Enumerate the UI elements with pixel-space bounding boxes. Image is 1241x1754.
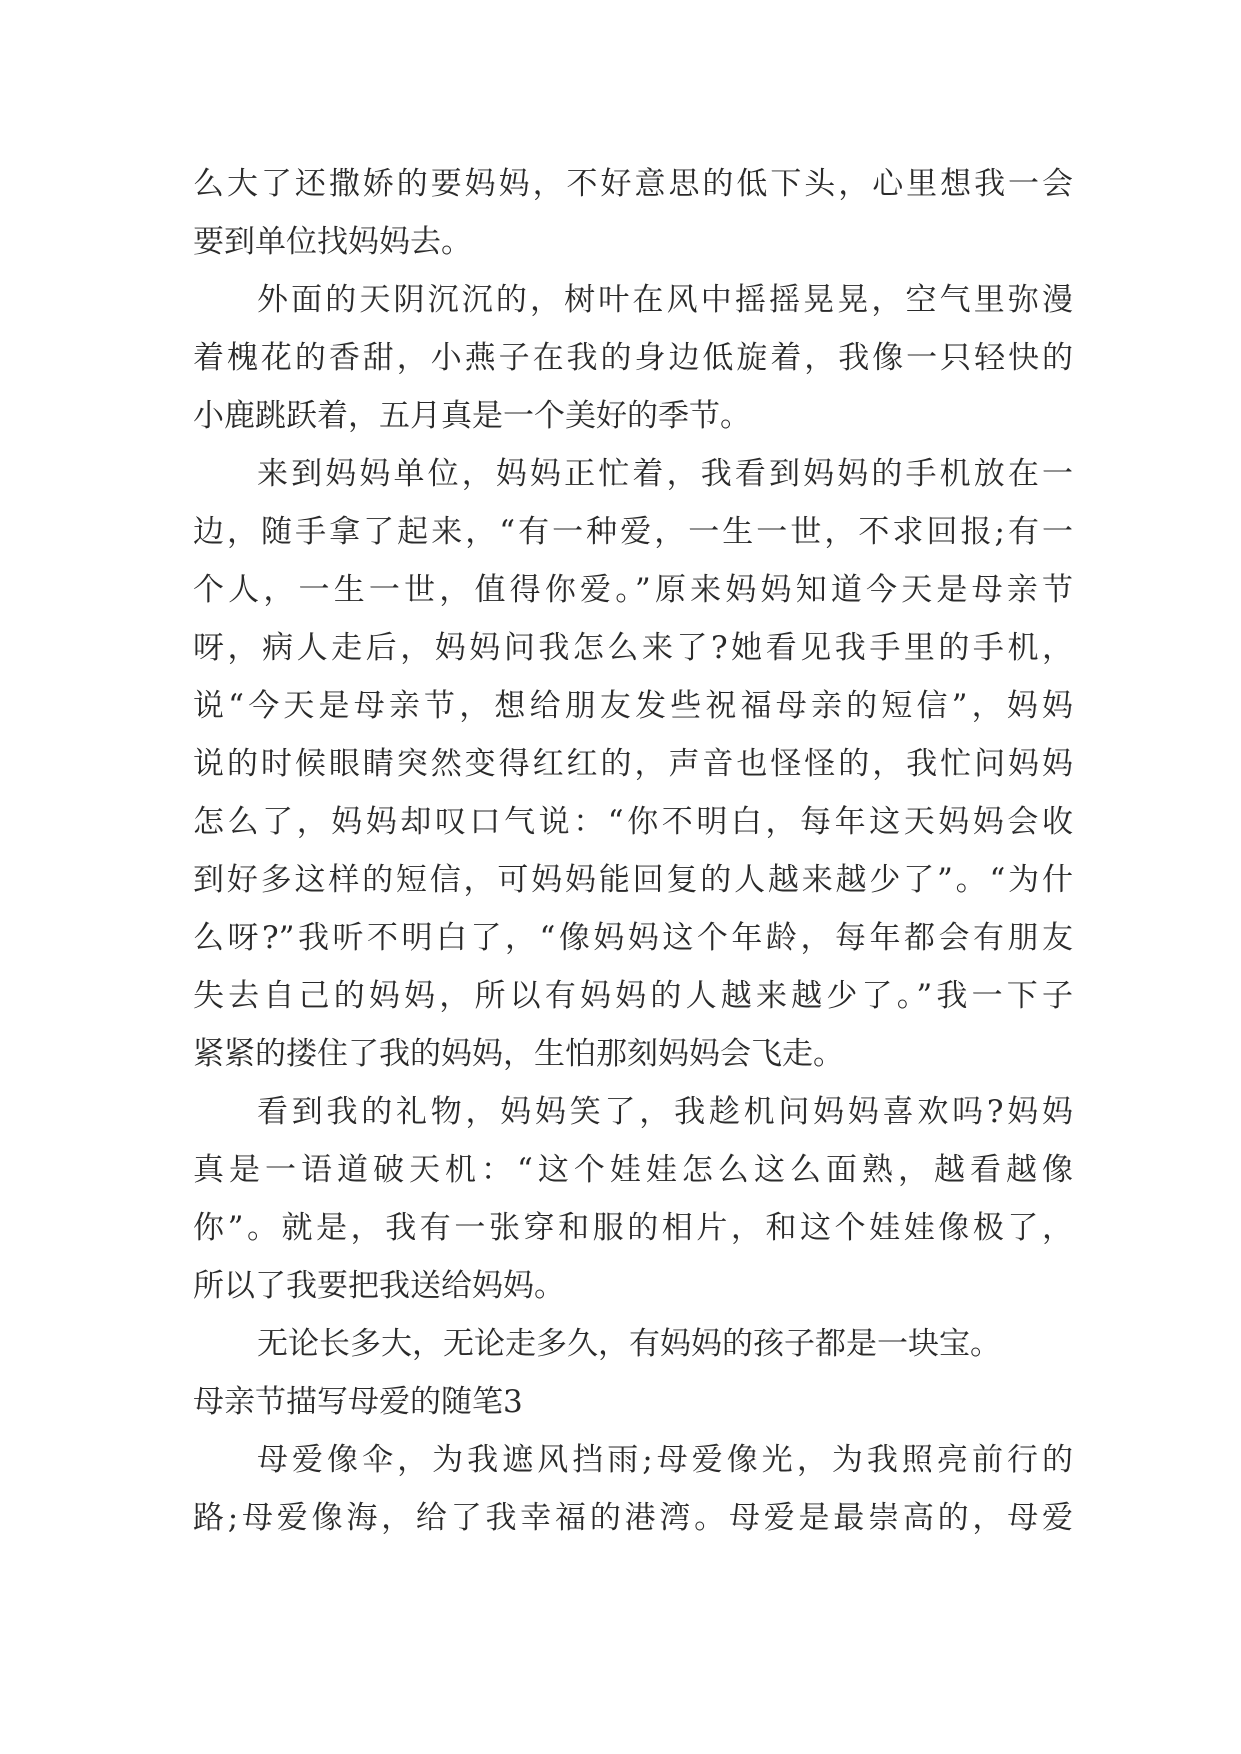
text-line: 怎么了，妈妈却叹口气说：“你不明白，每年这天妈妈会收 xyxy=(193,804,1073,840)
text-line: 呀，病人走后，妈妈问我怎么来了?她看见我手里的手机， xyxy=(193,630,1073,666)
text-line: 说的时候眼睛突然变得红红的，声音也怪怪的，我忙问妈妈 xyxy=(193,746,1073,782)
text-line: 到好多这样的短信，可妈妈能回复的人越来越少了”。“为什 xyxy=(193,862,1073,898)
document-body xyxy=(193,155,1073,1547)
text-line: 么大了还撒娇的要妈妈，不好意思的低下头，心里想我一会 xyxy=(193,166,1073,202)
text-line: 个人，一生一世，值得你爱。”原来妈妈知道今天是母亲节 xyxy=(193,572,1073,608)
text-line: 么呀?”我听不明白了，“像妈妈这个年龄，每年都会有朋友 xyxy=(193,920,1073,956)
text-line: 真是一语道破天机：“这个娃娃怎么这么面熟，越看越像 xyxy=(193,1152,1073,1188)
text-line: 边，随手拿了起来，“有一种爱，一生一世，不求回报;有一 xyxy=(193,514,1073,550)
text-line: 紧紧的搂住了我的妈妈，生怕那刻妈妈会飞走。 xyxy=(193,1036,844,1072)
text-line: 外面的天阴沉沉的，树叶在风中摇摇晃晃，空气里弥漫 xyxy=(257,282,1073,318)
text-line: 你”。就是，我有一张穿和服的相片，和这个娃娃像极了， xyxy=(193,1210,1073,1246)
text-line: 小鹿跳跃着，五月真是一个美好的季节。 xyxy=(193,398,751,434)
text-line: 所以了我要把我送给妈妈。 xyxy=(193,1268,565,1304)
text-line: 路;母爱像海，给了我幸福的港湾。母爱是最崇高的，母爱 xyxy=(193,1500,1073,1536)
text-line: 无论长多大，无论走多久，有妈妈的孩子都是一块宝。 xyxy=(257,1326,1001,1362)
text-line: 失去自己的妈妈，所以有妈妈的人越来越少了。”我一下子 xyxy=(193,978,1073,1014)
text-line: 要到单位找妈妈去。 xyxy=(193,224,472,260)
text-line: 说“今天是母亲节，想给朋友发些祝福母亲的短信”，妈妈 xyxy=(193,688,1073,724)
text-line: 看到我的礼物，妈妈笑了，我趁机问妈妈喜欢吗?妈妈 xyxy=(257,1094,1073,1130)
section-heading: 母亲节描写母爱的随笔3 xyxy=(193,1384,523,1420)
text-line: 着槐花的香甜，小燕子在我的身边低旋着，我像一只轻快的 xyxy=(193,340,1073,376)
text-line: 母爱像伞，为我遮风挡雨;母爱像光，为我照亮前行的 xyxy=(257,1442,1073,1478)
text-line: 来到妈妈单位，妈妈正忙着，我看到妈妈的手机放在一 xyxy=(257,456,1073,492)
